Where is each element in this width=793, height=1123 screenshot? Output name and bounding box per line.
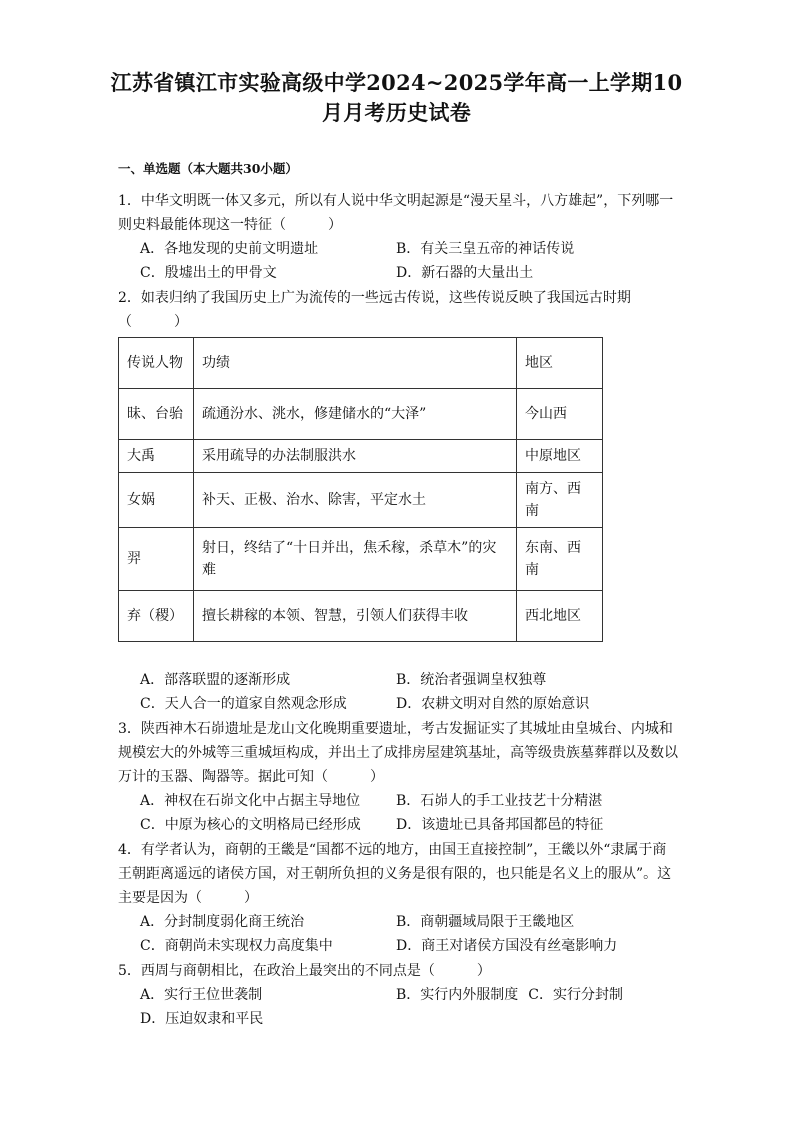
question-5-option-c[interactable]: C．实行分封制 [528,987,624,1003]
table-cell: 昧、台骀 [119,389,194,440]
table-cell: 采用疏导的办法制服洪水 [194,440,517,473]
question-1-stem: 1．中华文明既一体又多元，所以有人说中华文明起源是“漫天星斗，八方雄起”，下列哪一则史料最能体现这一特征（ ） [118,193,674,233]
question-1-option-a[interactable]: A．各地发现的史前文明遗址 [140,241,319,257]
table-cell: 西北地区 [517,591,603,642]
question-3-option-b[interactable]: B．石峁人的手工业技艺十分精湛 [396,793,603,809]
table-cell: 羿 [119,528,194,591]
question-4-stem: 4．有学者认为，商朝的王畿是“国都不远的地方，由国王直接控制”，王畿以外“隶属于商王朝距离遥远的诸侯方国，对王朝所负担的义务是很有限的，也只能是名义上的服从”。这主要是因为（ ） [118,842,672,906]
table-row [119,528,603,591]
question-4 [118,838,678,958]
table-header-cell: 传说人物 [119,338,194,389]
question-5 [118,959,678,1031]
title-line-2: 月月考历史试卷 [321,100,472,125]
question-1-option-c[interactable]: C．殷墟出土的甲骨文 [140,265,277,281]
page-title [0,68,793,128]
table-header-cell: 地区 [517,338,603,389]
table-cell: 疏通汾水、洮水，修建储水的“大泽” [194,389,517,440]
question-5-option-d[interactable]: D．压迫奴隶和平民 [140,1011,264,1027]
question-2-options [118,668,678,716]
table-row [119,591,603,642]
question-1 [118,189,678,285]
question-1-option-b[interactable]: B．有关三皇五帝的神话传说 [396,241,575,257]
table-cell: 东南、西南 [517,528,603,591]
section-heading: 一、单选题（本大题共30小题） [118,161,298,176]
question-2 [118,286,678,334]
question-1-option-d[interactable]: D．新石器的大量出土 [396,265,534,281]
question-2-option-b[interactable]: B．统治者强调皇权独尊 [396,672,547,688]
table-cell: 射日，终结了“十日并出，焦禾稼，杀草木”的灾难 [194,528,517,591]
table-header-cell: 功绩 [194,338,517,389]
question-4-option-b[interactable]: B．商朝疆域局限于王畿地区 [396,914,575,930]
question-4-option-d[interactable]: D．商王对诸侯方国没有丝毫影响力 [396,938,618,954]
table-row [119,440,603,473]
question-5-option-a[interactable]: A．实行王位世袭制 [140,987,263,1003]
question-5-stem: 5．西周与商朝相比，在政治上最突出的不同点是（ ） [118,963,491,979]
question-2-option-d[interactable]: D．农耕文明对自然的原始意识 [396,696,590,712]
title-line-1: 江苏省镇江市实验高级中学2024~2025学年高一上学期10 [110,70,683,95]
table-cell: 擅长耕稼的本领、智慧，引领人们获得丰收 [194,591,517,642]
table-header-row [119,338,603,389]
legend-table [118,337,603,642]
table-row [119,473,603,528]
question-3-option-c[interactable]: C．中原为核心的文明格局已经形成 [140,817,361,833]
question-5-option-b[interactable]: B．实行内外服制度 [396,987,519,1003]
table-cell: 补天、正极、治水、除害，平定水土 [194,473,517,528]
question-3-option-a[interactable]: A．神权在石峁文化中占据主导地位 [140,793,361,809]
table-cell: 大禹 [119,440,194,473]
table-cell: 今山西 [517,389,603,440]
question-3-stem: 3．陕西神木石峁遗址是龙山文化晚期重要遗址，考古发掘证实了其城址由皇城台、内城和规模宏大的外城等三重城垣构成，并出土了成排房屋建筑基址，高等级贵族墓葬群以及数以万计的玉器、陶器等。据此可知（ ） [118,721,678,785]
table-row [119,389,603,440]
question-3 [118,717,678,837]
table-cell: 女娲 [119,473,194,528]
question-4-option-a[interactable]: A．分封制度弱化商王统治 [140,914,305,930]
question-3-option-d[interactable]: D．该遗址已具备邦国都邑的特征 [396,817,604,833]
table-cell: 中原地区 [517,440,603,473]
question-4-option-c[interactable]: C．商朝尚未实现权力高度集中 [140,938,333,954]
table-cell: 弃（稷） [119,591,194,642]
question-2-option-a[interactable]: A．部落联盟的逐渐形成 [140,672,291,688]
table-cell: 南方、西南 [517,473,603,528]
question-2-option-c[interactable]: C．天人合一的道家自然观念形成 [140,696,347,712]
question-2-stem: 2．如表归纳了我国历史上广为流传的一些远古传说，这些传说反映了我国远古时期（ ） [118,290,631,330]
